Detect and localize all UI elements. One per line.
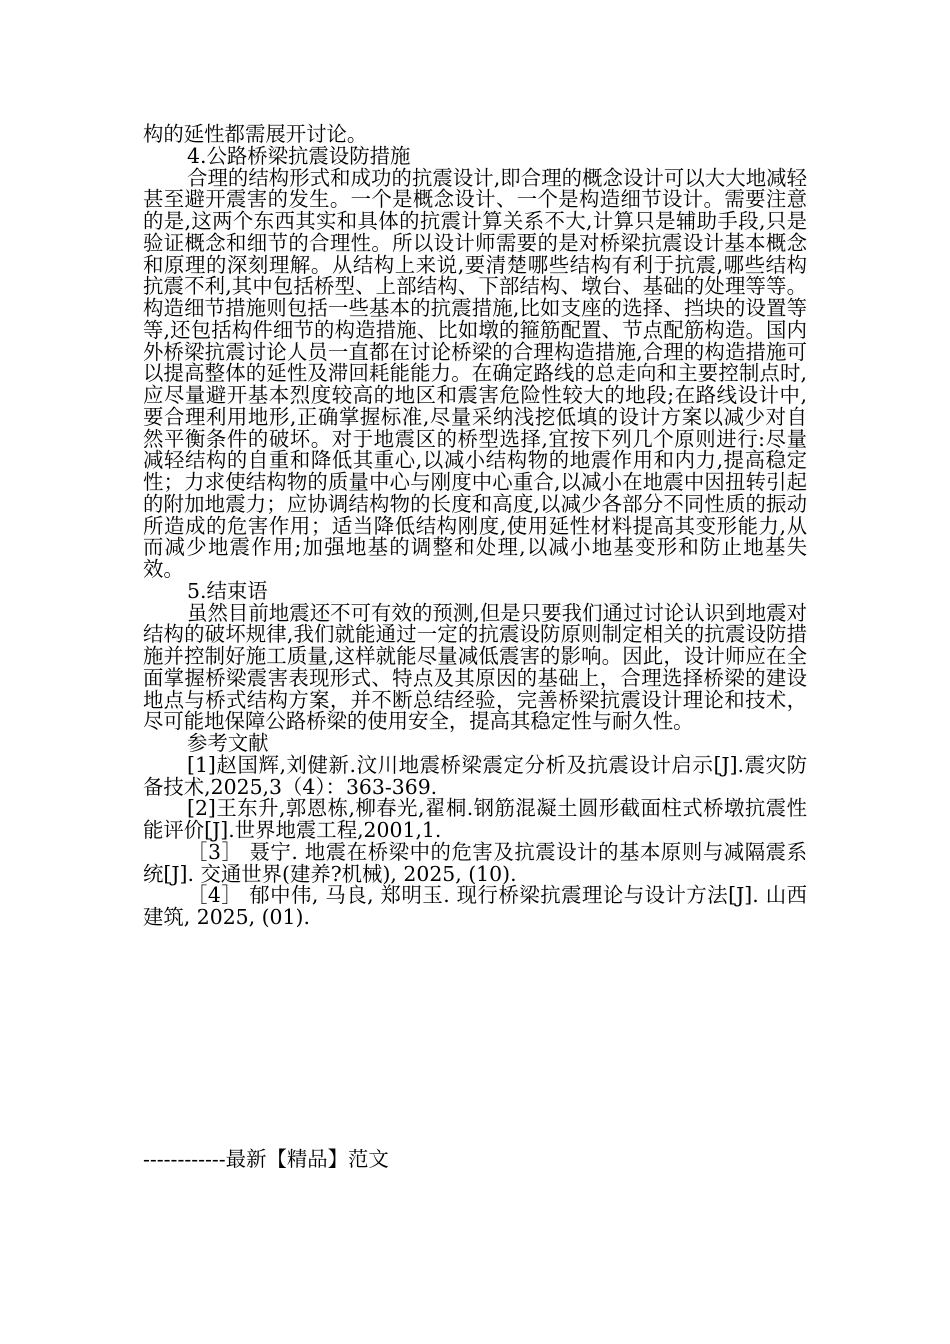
document-body: [143, 124, 807, 929]
section-heading-5: 5.结束语: [187, 578, 268, 603]
paragraph-seismic-measures: 合理的结构形式和成功的抗震设计,即合理的概念设计可以大大地减轻甚至避开震害的发生。一个是概念设计、一个是构造细节设计。需要注意的是,这两个东西其实和具体的抗震计算关系不大,计算只是辅助手段,只是验证概念和细节的合理性。所以设计师需要的是对桥梁抗震设计基本概念和原理的深刻理解。从结构上来说,要清楚哪些结构有利于抗震,哪些结构抗震不利,其中包括桥型、上部结构、下部结构、墩台、基础的处理等等。构造细节措施则包括一些基本的抗震措施,比如支座的选择、挡块的设置等等,还包括构件细节的构造措施、比如墩的箍筋配置、节点配筋构造。国内外桥梁抗震讨论人员一直都在讨论桥梁的合理构造措施,合理的构造措施可以提高整体的延性及滞回耗能能力。在确定路线的总走向和主要控制点时,应尽量避开基本烈度较高的地区和震害危险性较大的地段;在路线设计中,要合理利用地形,正确掌握标准,尽量采纳浅挖低填的设计方案以减少对自然平衡条件的破坏。对于地震区的桥型选择,宜按下列几个原则进行:尽量减轻结构的自重和降低其重心,以减小结构物的地震作用和内力,提高稳定性；力求使结构物的质量中心与刚度中心重合,以减小在地震中因扭转引起的附加地震力；应协调结构物的长度和高度,以减少各部分不同性质的振动所造成的危害作用；适当降低结构刚度,使用延性材料提高其变形能力,从而减少地震作用;加强地基的调整和处理,以减小地基变形和防止地基失效。: [143, 165, 807, 581]
reference-item: ［4］ 郁中伟, 马良, 郑明玉. 现行桥梁抗震理论与设计方法[J]. 山西建筑, 2025, (01).: [143, 883, 807, 929]
reference-item: [2]王东升,郭恩栋,柳春光,翟桐.钢筋混凝土圆形截面柱式桥墩抗震性能评价[J].世界地震工程,2001,1.: [143, 796, 807, 842]
paragraph-continuation: 构的延性都需展开讨论。: [143, 122, 368, 146]
references-list: [143, 752, 807, 929]
page-footer: ------------最新【精品】范文: [143, 1147, 389, 1171]
references-heading: 参考文献: [187, 731, 269, 755]
paragraph-conclusion: 虽然目前地震还不可有效的预测,但是只要我们通过讨论认识到地震对结构的破坏规律,我们就能通过一定的抗震设防原则制定相关的抗震设防措施并控制好施工质量,这样就能尽量减低震害的影响。因此，设计师应在全面掌握桥梁震害表现形式、特点及其原因的基础上，合理选择桥梁的建设地点与桥式结构方案，并不断总结经验，完善桥梁抗震设计理论和技术，尽可能地保障公路桥梁的使用安全，提高其稳定性与耐久性。: [143, 600, 807, 734]
reference-item: ［3］ 聂宁. 地震在桥梁中的危害及抗震设计的基本原则与减隔震系统[J]. 交通世界(建养?机械), 2025, (10).: [143, 839, 807, 886]
reference-item: [1]赵国辉,刘健新.汶川地震桥梁震定分析及抗震设计启示[J].震灾防备技术,2025,3（4）：363-369.: [143, 752, 807, 799]
section-heading-4: 4.公路桥梁抗震设防措施: [187, 143, 411, 168]
